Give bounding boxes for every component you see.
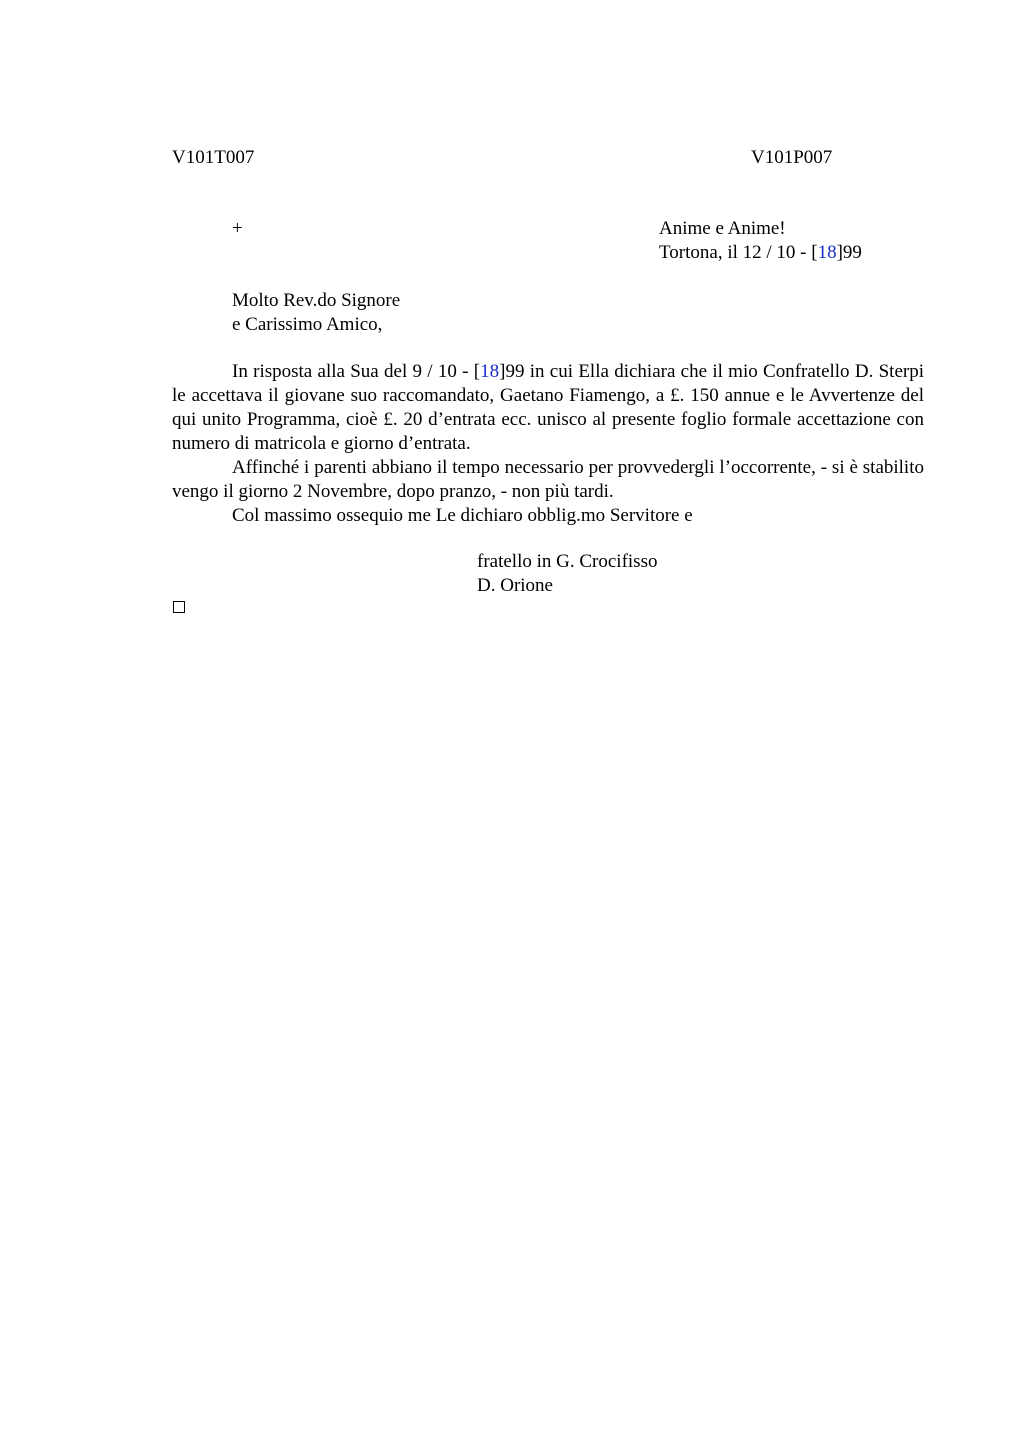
salutation	[232, 289, 400, 337]
paragraph-2: Affinché i parenti abbiano il tempo necessario per provvedergli l’occorrente, - si è stabilito vengo il giorno 2 Novembre, dopo pranzo, - non più tardi.	[172, 457, 924, 502]
paragraph-1	[172, 360, 924, 456]
paragraph-1-prefix: In risposta alla Sua del 9 / 10 - [	[232, 361, 481, 382]
paragraph-3: Col massimo ossequio me Le dichiaro obblig.mo Servitore e	[232, 505, 693, 526]
signature-name: D. Orione	[477, 575, 553, 596]
document-code-right: V101P007	[751, 147, 833, 168]
salutation-line-1: Molto Rev.do Signore	[232, 290, 401, 311]
date-suffix: ]99	[836, 242, 862, 263]
end-square-icon	[173, 601, 185, 613]
salutation-line-2: e Carissimo Amico,	[232, 314, 383, 335]
motto: Anime e Anime!	[659, 218, 786, 239]
place-date	[659, 241, 862, 265]
date-year-link[interactable]: 18	[817, 242, 837, 263]
letter-body	[172, 360, 924, 528]
cross-symbol: +	[232, 218, 243, 239]
paragraph-1-year-link[interactable]: 18	[480, 361, 500, 382]
signature-line-1: fratello in G. Crocifisso	[477, 551, 658, 572]
paragraph-1-suffix: ]99 in cui Ella dichiara che il mio Confratello D. Sterpi le accettava il giovane suo raccomandato, Gaetano Fiamengo, a £. 150 annue e le Avvertenze del qui unito Programma, cioè £. 20 d’entrata ecc. unisco al presente foglio formale accettazione con numero di matricola e giorno d’entrata.	[172, 361, 924, 454]
document-code-left: V101T007	[172, 147, 255, 168]
date-prefix: Tortona, il 12 / 10 - [	[659, 242, 818, 263]
signature-block	[477, 550, 657, 598]
